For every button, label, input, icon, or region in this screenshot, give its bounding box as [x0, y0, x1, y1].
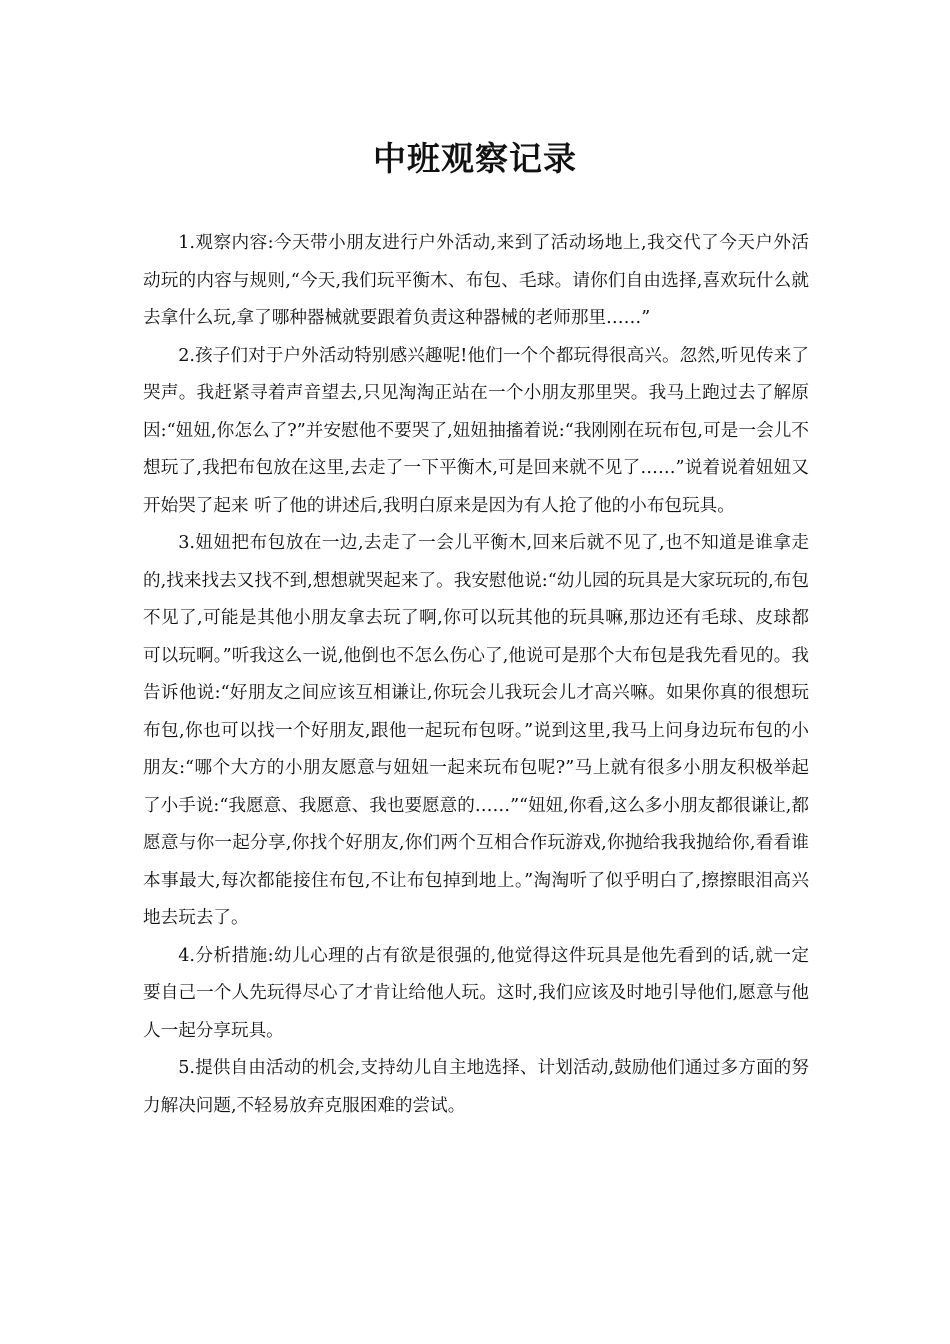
- page-title: 中班观察记录: [373, 139, 577, 178]
- paragraph-1: 1.观察内容:今天带小朋友进行户外活动,来到了活动场地上,我交代了今天户外活动玩的内容与规则,“今天,我们玩平衡木、布包、毛球。请你们自由选择,喜欢玩什么就去拿什么玩,拿了哪种器械就要跟着负责这种器械的老师那里……”: [143, 233, 809, 328]
- paragraph-2: 2.孩子们对于户外活动特别感兴趣呢!他们一个个都玩得很高兴。忽然,听见传来了哭声。我赶紧寻着声音望去,只见淘淘正站在一个小朋友那里哭。我马上跑过去了解原因:“妞妞,你怎么了?”并安慰他不要哭了,妞妞抽搐着说:“我刚刚在玩布包,可是一会儿不想玩了,我把布包放在这里,去走了一下平衡木,可是回来就不见了……”说着说着妞妞又开始哭了起来 听了他的讲述后,我明白原来是因为有人抢了他的小布包玩具。: [143, 345, 809, 516]
- paragraph-4: 4.分析措施:幼儿心理的占有欲是很强的,他觉得这件玩具是他先看到的话,就一定要自己一个人先玩得尽心了才肯让给他人玩。这时,我们应该及时地引导他们,愿意与他人一起分享玩具。: [143, 945, 809, 1041]
- paragraph-5: 5.提供自由活动的机会,支持幼儿自主地选择、计划活动,鼓励他们通过多方面的努力解决问题,不轻易放弃克服困难的尝试。: [143, 1058, 809, 1116]
- paragraph-3: 3.妞妞把布包放在一边,去走了一会儿平衡木,回来后就不见了,也不知道是谁拿走的,找来找去又找不到,想想就哭起来了。我安慰他说:“幼儿园的玩具是大家玩玩的,布包不见了,可能是其他小朋友拿去玩了啊,你可以玩其他的玩具嘛,那边还有毛球、皮球都可以玩啊。”听我这么一说,他倒也不怎么伤心了,他说可是那个大布包是我先看见的。我告诉他说:“好朋友之间应该互相谦让,你玩会儿我玩会儿才高兴嘛。如果你真的很想玩布包,你也可以找一个好朋友,跟他一起玩布包呀。”说到这里,我马上问身边玩布包的小朋友:“哪个大方的小朋友愿意与妞妞一起来玩布包呢?”马上就有很多小朋友积极举起了小手说:“我愿意、我愿意、我也要愿意的……”“妞妞,你看,这么多小朋友都很谦让,都愿意与你一起分享,你找个好朋友,你们两个互相合作玩游戏,你抛给我我抛给你,看看谁本事最大,每次都能接住布包,不让布包掉到地上。”淘淘听了似乎明白了,擦擦眼泪高兴地去玩去了。: [143, 533, 809, 928]
- document-body: [143, 225, 809, 1125]
